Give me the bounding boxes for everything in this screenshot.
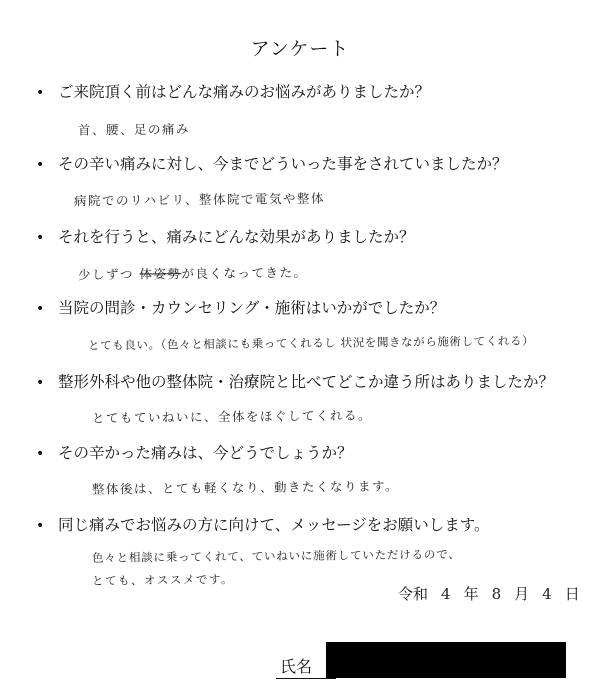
bullet: • [36,157,45,173]
date-month: 8 [491,585,502,603]
date-day-label: 日 [564,585,580,603]
date-era: 令和 [398,585,429,603]
question-6 [36,441,353,463]
bullet: • [36,301,45,317]
date-month-label: 月 [514,585,530,603]
question-5 [36,370,554,392]
answer-3 [78,263,308,283]
answer-3-part-3: が良くなってきた。 [181,264,308,282]
question-2-text: その辛い痛みに対し、今までどういった事をされていましたか？ [58,155,508,173]
name-label: 氏名 [280,657,313,676]
answer-5: とてもていねいに、全体をほぐしてくれる。 [91,407,373,426]
question-1 [36,80,430,102]
answer-4: とても良い。（色々と相談にも乗ってくれるし 状況を聞きながら施術してくれる） [87,333,535,353]
question-1-text: ご来院頂く前はどんな痛みのお悩みがありましたか？ [58,83,431,101]
answer-1: 首、腰、足の痛み [77,121,191,138]
question-7-text: 同じ痛みでお悩みの方に向けて、メッセージをお願いします。 [58,516,490,534]
bullet: • [36,446,45,462]
date-day: 4 [542,585,552,603]
answer-7-line-1: 色々と相談に乗ってくれて、ていねいに施術していただけるので、 [91,547,461,565]
answer-3-part-1: 少しずつ [77,266,140,283]
name-underline [276,678,336,679]
question-5-text: 整形外科や他の整体院・治療院と比べてどこか違う所はありましたか？ [58,373,555,391]
page-title: アンケート [250,38,350,60]
question-3-text: それを行うと、痛みにどんな効果がありましたか？ [58,228,415,246]
question-6-text: その辛かった痛みは、今どうでしょうか？ [58,444,353,462]
bullet: • [36,230,45,246]
name-row [276,650,566,682]
bullet: • [36,518,45,534]
answer-6: 整体後は、とても軽くなり、動きたくなります。 [91,478,400,497]
answer-3-struck-text: 体姿勢 [139,266,182,282]
answer-2: 病院でのリハビリ、整体院で電気や整体 [73,190,326,209]
question-4 [36,296,445,318]
question-2 [36,152,508,174]
bullet: • [36,375,45,391]
bullet: • [36,85,45,101]
date-year: 4 [441,585,451,603]
question-4-text: 当院の問診・カウンセリング・施術はいかがでしたか？ [58,299,446,317]
question-7 [36,513,490,535]
name-redaction-box [326,642,566,678]
date-year-label: 年 [463,585,479,603]
question-3 [36,225,415,247]
date [398,583,580,604]
answer-7-line-2: とても、オススメです。 [91,572,235,588]
